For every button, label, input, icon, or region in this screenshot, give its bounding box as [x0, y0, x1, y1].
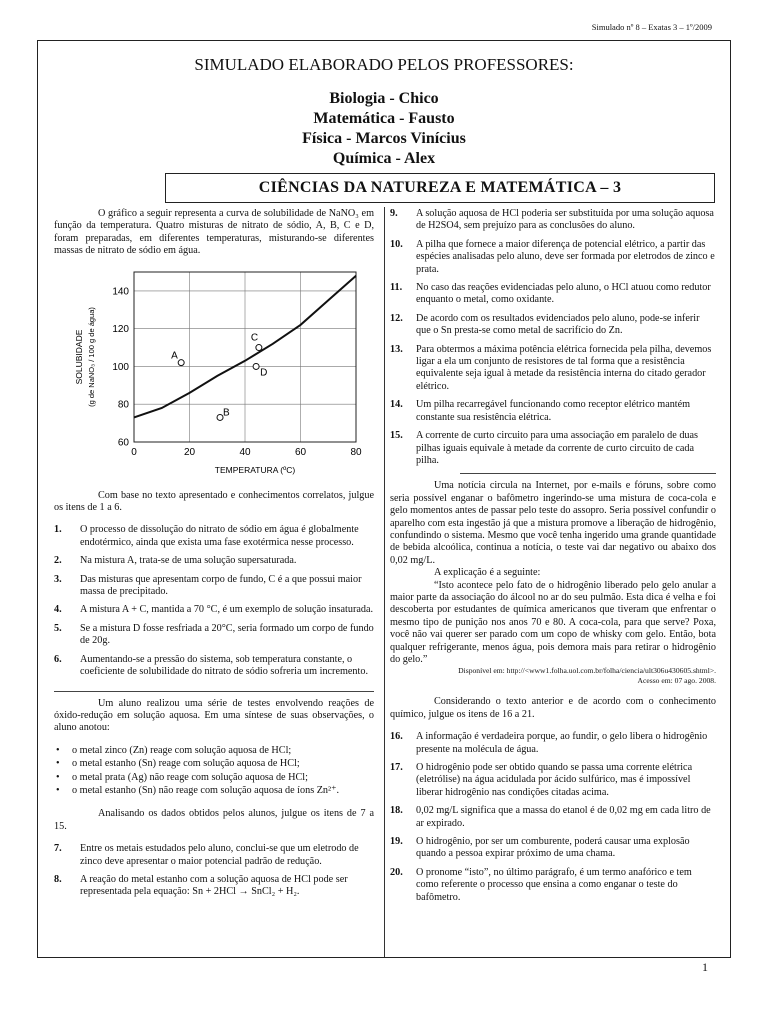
item-text: No caso das reações evidenciadas pelo aluno, o HCl atuou como redutor enquanto o metal, como oxidante. — [416, 282, 711, 306]
question-item — [54, 843, 374, 868]
y-axis-unit-label: (g de NaNO₃ / 100 g de água) — [87, 306, 96, 407]
x-tick-label: 0 — [131, 446, 137, 458]
intro-paragraph: O gráfico a seguir representa a curva de solubilidade de NaNO₃ em função da temperatura. Quatro misturas de nitrato de sódio, A, B, C e D, foram preparadas, em diferentes temperaturas, misturando-se diferentes massas de nitrato de sódio em água. — [54, 208, 374, 257]
question-item — [390, 239, 716, 276]
item-text: A mistura A + C, mantida a 70 °C, é um exemplo de solução insaturada. — [80, 604, 374, 616]
y-axis-label: SOLUBIDADE — [74, 329, 84, 385]
item-number: 16. — [390, 731, 403, 743]
item-number: 8. — [54, 873, 62, 885]
bullet-icon: • — [56, 771, 60, 783]
solubility-chart — [54, 264, 374, 486]
chart-svg — [54, 264, 374, 486]
instruction-1-6: Com base no texto apresentado e conhecimentos correlatos, julgue os itens de 1 a 6. — [54, 489, 374, 514]
consider-paragraph: Considerando o texto anterior e de acordo com o conhecimento químico, julgue os itens de 16 a 21. — [390, 696, 716, 720]
separator — [54, 691, 374, 692]
item-text: A solução aquosa de HCl poderia ser substituída por uma solução aquosa de H2SO4, sem prejuízo para as conclusões do aluno. — [416, 208, 714, 232]
item-text: Das misturas que apresentam corpo de fundo, C é a que possui maior massa de precipitado. — [80, 573, 362, 598]
bullet-item — [54, 758, 374, 770]
x-tick-label: 60 — [294, 446, 307, 458]
item-text: Entre os metais estudados pelo aluno, conclui-se que um eletrodo de zinco deve apresentar o maior potencial padrão de redução. — [80, 843, 359, 867]
column-divider — [384, 207, 385, 957]
item-number: 11. — [390, 282, 403, 294]
bullet-item — [54, 745, 374, 757]
item-text: Na mistura A, trata-se de uma solução supersaturada. — [80, 555, 297, 567]
item-number: 17. — [390, 762, 403, 774]
item-number: 15. — [390, 430, 403, 442]
item-number: 6. — [54, 653, 62, 665]
analysis-paragraph: Analisando os dados obtidos pelos alunos, julgue os itens de 7 a 15. — [54, 808, 374, 832]
title-block — [37, 55, 731, 169]
item-number: 2. — [54, 555, 62, 567]
item-text: 0,02 mg/L significa que a massa do etanol é de 0,02 mg em cada litro de ar expirado. — [416, 805, 711, 829]
item-text: O pronome “isto”, no último parágrafo, é um termo anafórico e tem como referente o processo que ensina a como enganar o teste do bafômetro. — [416, 866, 692, 903]
data-point-label: B — [223, 407, 230, 419]
x-axis-label: TEMPERATURA (ºC) — [214, 464, 296, 475]
bullet-text: o metal estanho (Sn) não reage com solução aquosa de íons Zn²⁺. — [72, 784, 340, 796]
data-point-label: D — [260, 367, 268, 379]
bullet-text: o metal zinco (Zn) reage com solução aquosa de HCl; — [72, 744, 292, 756]
exam-title: SIMULADO ELABORADO PELOS PROFESSORES: — [194, 55, 574, 74]
item-number: 13. — [390, 343, 403, 355]
explanation-label: A explicação é a seguinte: — [434, 567, 541, 579]
data-point-c — [256, 344, 262, 350]
question-item — [390, 867, 716, 904]
question-item — [54, 574, 374, 599]
page-number: 1 — [702, 960, 708, 974]
data-point-label: C — [250, 332, 259, 344]
bullet-item — [54, 772, 374, 784]
bullet-item — [54, 785, 374, 797]
item-number: 20. — [390, 866, 403, 878]
question-item — [390, 731, 716, 756]
news-paragraph: Uma notícia circula na Internet, por e-mails e fóruns, sobre como seria possível enganar o bafômetro ingerindo-se uma mistura de coca-cola e gelo momentos antes de passar pelo teste do assopro. Seria possível confundir o aparelho com esta ingestão já que a mistura promove a liberação de hidrogênio, confundindo o sistema. Mesmo que você tenha ingerido uma grande quantidade de bebida alcoólica, continua a notícia, o teste vai dar negativo ou abaixo dos 0,02 mg/L. — [390, 480, 716, 566]
item-number: 1. — [54, 524, 62, 536]
item-number: 12. — [390, 312, 403, 324]
question-item — [390, 344, 716, 394]
item-number: 9. — [390, 208, 398, 219]
item-number: 5. — [54, 622, 62, 634]
running-header: Simulado nº 8 – Exatas 3 – 1º/2009 — [591, 22, 712, 32]
quote-paragraph: “Isto acontece pelo fato de o hidrogênio liberado pelo gelo anular a maior parte da associação do álcool no ar do seu pulmão. Esta dica é velha e foi descoberta por estudantes de química americanos que tiveram que enfrentar o mesmo tipo de punição nos anos 70 e 80. A coca-cola, para que serve? Poxa, você não vai querer ser parado com um copo de whisky com gelo. Então, bota qualquer refrigerante, menos água, pois demora mais para retirar o hidrogênio do gelo.” — [390, 579, 716, 665]
question-item — [54, 524, 374, 549]
right-column — [390, 208, 716, 910]
question-item — [54, 555, 374, 567]
y-tick-label: 60 — [117, 437, 129, 449]
y-tick-label: 80 — [117, 399, 129, 411]
source-access: Acesso em: 07 ago. 2008. — [637, 676, 716, 686]
separator — [460, 473, 716, 474]
bullet-text: o metal prata (Ag) não reage com solução aquosa de HCl; — [72, 771, 308, 783]
question-item — [390, 836, 716, 861]
teacher-line: Física - Marcos Vinícius — [302, 130, 466, 147]
y-tick-label: 100 — [112, 361, 129, 373]
question-item — [54, 604, 374, 616]
bullet-icon: • — [56, 784, 60, 796]
item-text: Um pilha recarregável funcionando como receptor elétrico mantém constante sua resistência elétrica. — [416, 399, 691, 423]
item-number: 7. — [54, 843, 62, 855]
x-tick-label: 40 — [239, 446, 251, 458]
bullet-text: o metal estanho (Sn) reage com solução aquosa de HCl; — [72, 758, 300, 770]
question-item — [54, 623, 374, 648]
left-column — [54, 208, 374, 905]
data-point-a — [178, 359, 184, 365]
data-point-label: A — [171, 350, 178, 362]
teacher-line: Biologia - Chico — [329, 90, 439, 107]
item-text: Para obtermos a máxima potência elétrica fornecida pela pilha, devemos ligar a ela um conjunto de resistores de tal forma que a resistência equivalente seja igual à metade da resistência interna do citado gerador elétrico. — [416, 343, 712, 392]
question-item — [390, 282, 716, 307]
item-number: 10. — [390, 238, 403, 250]
item-text: Se a mistura D fosse resfriada a 20°C, seria formado um corpo de fundo de 20g. — [80, 622, 374, 647]
item-text: A pilha que fornece a maior diferença de potencial elétrico, a partir das espécies analisadas pelo aluno, deve ser formada por eletrodos de zinco e prata. — [416, 238, 715, 275]
item-number: 3. — [54, 573, 62, 585]
data-point-d — [253, 363, 259, 369]
item-text: A corrente de curto circuito para uma associação em paralelo de duas pilhas iguais equivale à metade da corrente de curto circuito de cada pilha. — [416, 430, 699, 466]
item-text: O processo de dissolução do nitrato de sódio em água é globalmente endotérmico, ainda que exista uma fase exotérmica nesse processo. — [80, 524, 359, 548]
question-item — [54, 654, 374, 679]
item-number: 19. — [390, 836, 403, 848]
question-item — [390, 762, 716, 799]
source-url: Disponível em: http://<www1.folha.uol.com.br/folha/ciencia/ult306u430605.shtml>. — [458, 666, 716, 676]
y-tick-label: 140 — [112, 286, 129, 298]
item-text: A informação é verdadeira porque, ao fundir, o gelo libera o hidrogênio presente na molécula de água. — [416, 731, 708, 755]
question-item — [390, 430, 716, 467]
item-number: 14. — [390, 399, 403, 411]
question-item — [390, 399, 716, 424]
question-item — [390, 208, 716, 233]
y-tick-label: 120 — [112, 323, 129, 335]
item-text: A reação do metal estanho com a solução aquosa de HCl pode ser representada pela equação: Sn + 2HCl → SnCl₂ + H₂. — [80, 873, 348, 898]
question-item — [390, 313, 716, 338]
item-text: Aumentando-se a pressão do sistema, sob temperatura constante, o coeficiente de solubilidade do nitrato de sódio sofreria um incremento. — [80, 653, 368, 678]
question-item — [54, 874, 374, 899]
teacher-line: Química - Alex — [332, 150, 436, 167]
section-banner: CIÊNCIAS DA NATUREZA E MATEMÁTICA – 3 — [165, 173, 715, 203]
item-text: O hidrogênio, por ser um comburente, poderá causar uma explosão quando a pessoa expirar próximo de uma chama. — [416, 836, 690, 860]
item-text: De acordo com os resultados evidenciados pelo aluno, pode-se inferir que o Sn presta-se como metal de sacrifício do Zn. — [416, 312, 700, 337]
bullet-icon: • — [56, 758, 60, 770]
item-number: 18. — [390, 805, 403, 817]
item-number: 4. — [54, 604, 62, 616]
x-tick-label: 20 — [183, 446, 196, 458]
teacher-line: Matemática - Fausto — [313, 110, 455, 127]
item-text: O hidrogênio pode ser obtido quando se passa uma corrente elétrica (eletrólise) na água acidulada por ácido sulfúrico, mas é impossível liberar hidrogênio nas condições citadas acima. — [416, 762, 693, 798]
x-tick-label: 80 — [350, 446, 362, 458]
bullet-icon: • — [56, 744, 60, 756]
student-paragraph: Um aluno realizou uma série de testes envolvendo reações de óxido-redução em solução aquosa. Em uma síntese de suas observações, o aluno anotou: — [54, 697, 374, 734]
question-item — [390, 805, 716, 830]
